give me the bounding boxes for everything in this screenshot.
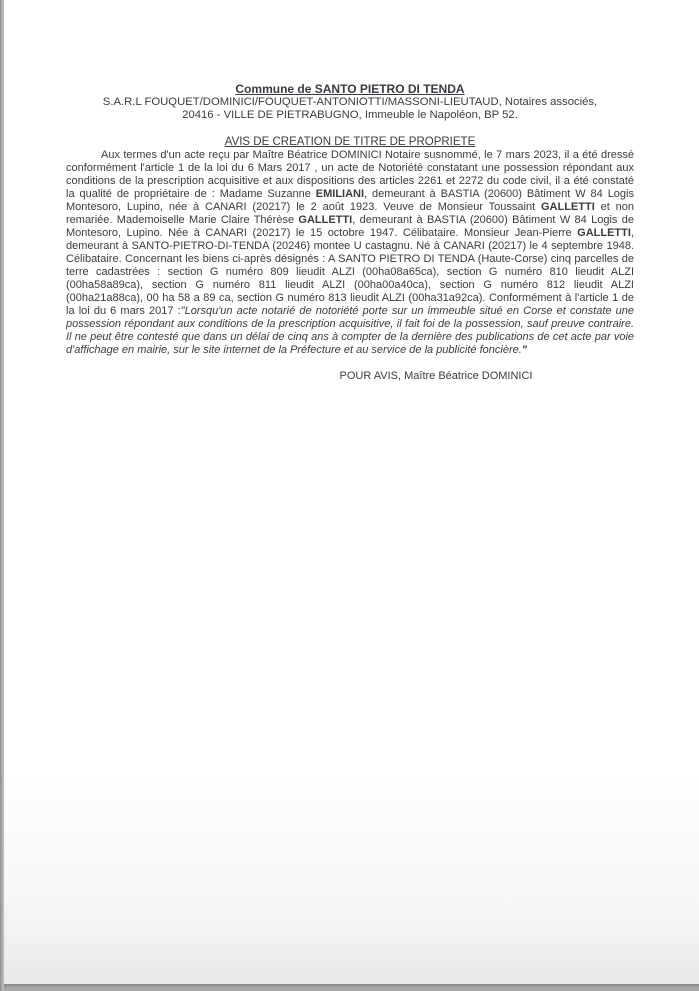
text-run: Aux termes d'un acte reçu par Maître Béatrice DOMINICI Notaire susnommé, le 7 mars 2023, il a été dressé conformément l'article 1 de la loi du 6 Mars 2017 , un acte de Notoriété constatant une possession répondant aux conditions de la prescription acquisitive et aux dispositions des articles 2261 et 2272 du code civil, il a été constaté la qualité de propriétaire de : Madame Suzanne [66, 149, 634, 200]
text-run: , demeurant à SANTO-PIETRO-DI-TENDA (20246) montee U castagnu. Né à CANARI (20217) le 4 septembre 1948. Célibataire. Concernant les biens ci-après désignés : A SANTO PIETRO DI TENDA (Haute-Corse) cinq parcelles de terre cadastrées : section G numéro 809 lieudit ALZI (00ha08a65ca), section G numéro 810 lieudit ALZI (00ha58a89ca), section G numéro 811 lieudit ALZI (00ha00a40ca), section G numéro 812 lieudit ALZI (00ha21a88ca), 00 ha 58 a 89 ca, section G numéro 813 lieudit ALZI (00ha31a92ca). Conformément à l'article 1 de la loi du 6 mars 2017 : [66, 227, 634, 317]
document-content [66, 83, 634, 383]
text-run: "Lorsqu'un acte notarié de notoriété porte sur un immeuble situé en Corse et constate une possession répondant aux conditions de la prescription acquisitive, il fait foi de la possession, sauf preuve contraire. Il ne peut être contesté que dans un délai de cinq ans à compter de la dernière des publications de cet acte par voie d'affichage en mairie, sur le site internet de la Préfecture et au service de la publicité foncière. [66, 305, 635, 356]
page-left-edge-strip [0, 0, 4, 991]
commune-title: Commune de SANTO PIETRO DI TENDA [235, 82, 465, 96]
notary-firm-line: S.A.R.L FOUQUET/DOMINICI/FOUQUET-ANTONIOTTI/MASSONI-LIEUTAUD, Notaires associés, [102, 96, 598, 108]
text-run: , demeurant à BASTIA (20600) Bâtiment W 84 Logis de Montesoro, Lupino. Née à CANARI (20217) le 15 octobre 1947. Célibataire. Monsieur Jean-Pierre [66, 214, 634, 239]
page-bottom-edge-strip [0, 984, 699, 991]
signature-line: POUR AVIS, Maître Béatrice DOMINICI [339, 370, 533, 382]
text-run: EMILIANI [315, 188, 365, 200]
notary-address-line: 20416 - VILLE DE PIETRABUGNO, Immeuble le Napoléon, BP 52. [182, 109, 518, 121]
text-run: et non remariée. Mademoiselle Marie Claire Thérèse [66, 201, 635, 226]
text-run: GALLETTI [298, 214, 353, 226]
notice-body-paragraph [66, 149, 634, 357]
text-run: GALLETTI [577, 227, 631, 239]
notice-title: AVIS DE CREATION DE TITRE DE PROPRIETE [224, 136, 476, 148]
text-run: , demeurant à BASTIA (20600) Bâtiment W 84 Logis Montesoro, Lupino, née à CANARI (20217) le 2 août 1923. Veuve de Monsieur Toussaint [66, 188, 634, 213]
document-header [66, 83, 634, 122]
text-run: " [521, 344, 528, 356]
text-run: GALLETTI [540, 201, 595, 213]
